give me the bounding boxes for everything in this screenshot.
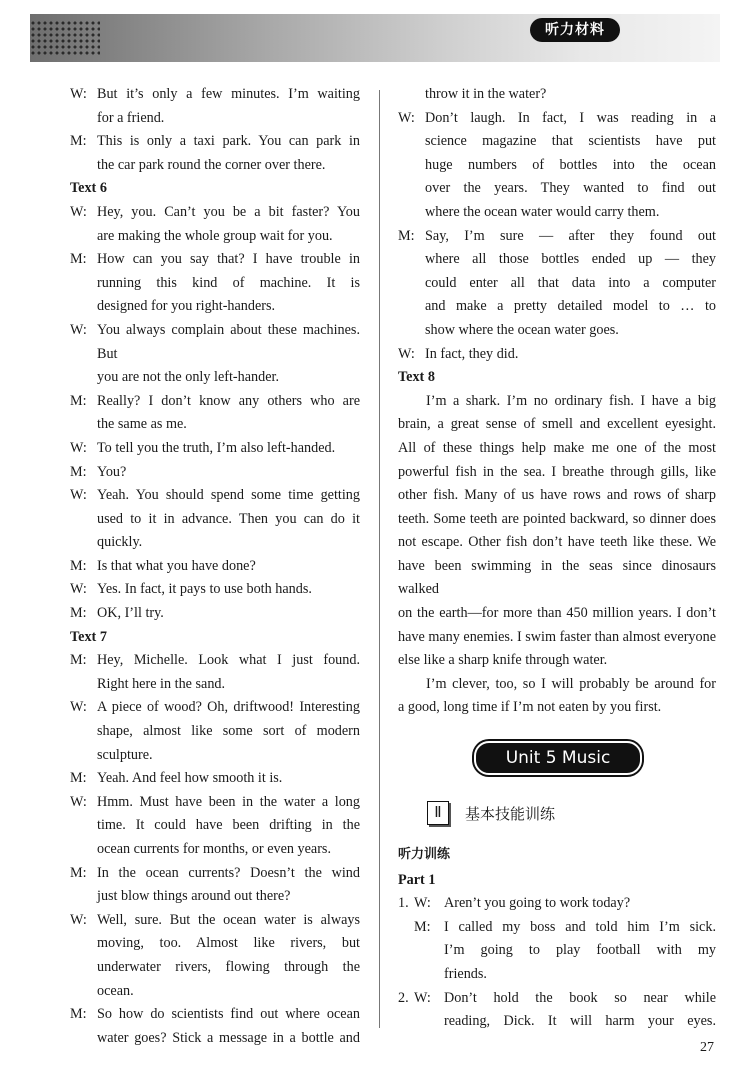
- part1-block: [398, 843, 716, 1034]
- dialogue-continuation: the car park round the corner over there.: [97, 156, 326, 173]
- dialogue-text: Hmm. Must have been in the water a long: [97, 793, 360, 810]
- dialogue-line: [70, 130, 360, 154]
- dialogue-continuation: are making the whole group wait for you.: [97, 227, 333, 244]
- dialogue-continuation: just blow things around out there?: [97, 888, 291, 905]
- dialogue-line: [70, 1003, 360, 1027]
- section-title-text: 基本技能训练: [465, 804, 556, 823]
- passage-text: on the earth—for more than 450 million years. I don’t: [398, 605, 716, 622]
- dialogue-continuation: underwater rivers, flowing through the: [97, 958, 360, 975]
- dialogue-text: Yeah. You should spend some time getting: [97, 487, 360, 504]
- passage-line: [398, 390, 716, 414]
- passage-line: [398, 626, 716, 650]
- passage-line: [398, 696, 716, 720]
- dialogue-continuation: water goes? Stick a message in a bottle and: [97, 1029, 360, 1046]
- dialogue-text: I called my boss and told him I’m sick.: [444, 918, 716, 935]
- dialogue-continuation: running this kind of machine. It is: [97, 274, 360, 291]
- dialogue-continuation: friends.: [444, 965, 487, 982]
- dialogue-continuation: science magazine that scientists have put: [425, 133, 716, 150]
- dialogue-continuation: you are not the only left-hander.: [97, 369, 280, 386]
- passage-line: [398, 437, 716, 461]
- dialogue-text: Say, I’m sure — after they found out: [425, 227, 716, 244]
- dialogue-line: [70, 649, 360, 673]
- speaker-label: W:: [70, 321, 87, 338]
- passage-text: teeth. Some teeth are pointed backward, so dinner does: [398, 510, 716, 527]
- speaker-label: M:: [70, 770, 87, 787]
- passage-line: [398, 531, 716, 555]
- dialogue-text: But it’s only a few minutes. I’m waiting: [97, 86, 360, 102]
- dialogue-line: [398, 225, 716, 249]
- dialogue-continuation: throw it in the water?: [425, 86, 547, 102]
- dialogue-line: [70, 909, 360, 933]
- dialogue-text: Hey, you. Can’t you be a bit faster? You: [97, 203, 360, 220]
- part1-lines: [398, 892, 716, 1034]
- dialogue-text: Don’t laugh. In fact, I was reading in a: [425, 109, 716, 126]
- passage-text: brain, a great sense of smell and excellent eyesight.: [398, 416, 716, 433]
- passage-text: I’m a shark. I’m no ordinary fish. I have a big: [426, 392, 716, 409]
- column-divider: [379, 90, 380, 1028]
- dialogue-continuation: shape, almost like some sort of modern: [97, 723, 360, 740]
- dialogue-line: [70, 696, 360, 720]
- dialogue-line: [398, 343, 716, 367]
- dialogue-line: [70, 555, 360, 579]
- dialogue-continuation: where all those bottles ended up — they: [425, 251, 716, 268]
- dialogue-text: Is that what you have done?: [97, 557, 256, 574]
- dialogue-line: [70, 437, 360, 461]
- unit-banner: Unit 5 Music: [474, 741, 642, 775]
- page-number: 27: [700, 1040, 714, 1055]
- passage-line: [398, 602, 716, 626]
- speaker-label: W:: [70, 581, 87, 598]
- dialogue-text: Really? I don’t know any others who are: [97, 392, 360, 409]
- speaker-label: W:: [70, 793, 87, 810]
- speaker-label: M:: [70, 251, 87, 268]
- part-heading: Part 1: [398, 871, 436, 888]
- dialogue-continuation: Right here in the sand.: [97, 675, 226, 692]
- dialogue-line: [70, 83, 360, 107]
- speaker-label: W:: [414, 895, 431, 912]
- dialogue-line: [70, 319, 360, 366]
- dialogue-text: Don’t hold the book so near while: [444, 989, 716, 1006]
- passage-line: [398, 413, 716, 437]
- passage-text: have many enemies. I swim faster than almost everyone: [398, 628, 716, 645]
- dialogue-continuation: for a friend.: [97, 109, 165, 126]
- dialogue-continuation: huge numbers of bottles into the ocean: [425, 156, 716, 173]
- dialogue-continuation: time. It could have been drifting in the: [97, 817, 360, 834]
- speaker-label: W:: [70, 487, 87, 504]
- speaker-label: M:: [414, 918, 431, 935]
- dialogue-continuation: designed for you right-handers.: [97, 298, 276, 315]
- passage-text: else like a sharp knife through water.: [398, 652, 608, 669]
- speaker-label: M:: [398, 227, 415, 244]
- speaker-label: W:: [70, 203, 87, 220]
- dialogue-continuation: and make a pretty detailed model to … to: [425, 298, 716, 315]
- dialogue-continuation: show where the ocean water goes.: [425, 321, 619, 338]
- numbered-dialogue-line: [398, 987, 716, 1011]
- dialogue-text: How can you say that? I have trouble in: [97, 251, 360, 268]
- dialogue-continuation: moving, too. Almost like rivers, but: [97, 935, 360, 952]
- dialogue-text: Well, sure. But the ocean water is always: [97, 911, 360, 928]
- dialogue-line: [70, 484, 360, 508]
- speaker-label: M:: [70, 652, 87, 669]
- passage-text: powerful fish in the sea. I breathe through gills, like: [398, 463, 716, 480]
- dialogue-text: You?: [97, 463, 127, 480]
- speaker-label: W:: [398, 345, 415, 362]
- speaker-label: M:: [70, 392, 87, 409]
- dialogue-text: You always complain about these machines. But: [97, 321, 360, 362]
- dialogue-line: [70, 791, 360, 815]
- item-number: 2.: [398, 989, 409, 1006]
- dialogue-text: OK, I’ll try.: [97, 605, 164, 622]
- dialogue-continuation: where the ocean water would carry them.: [425, 203, 660, 220]
- left-column: [70, 83, 360, 1050]
- dialogue-line: [70, 201, 360, 225]
- dialogue-continuation: over the years. They wanted to find out: [425, 180, 716, 197]
- passage-line: [398, 461, 716, 485]
- numbered-dialogue-line: [398, 916, 716, 940]
- passage-line: [398, 484, 716, 508]
- passage-text: a good, long time if I’m not eaten by you first.: [398, 699, 662, 716]
- dialogue-line: [70, 461, 360, 485]
- dialogue-continuation: reading, Dick. It will harm your eyes.: [444, 1013, 716, 1030]
- text-heading: Text 6: [70, 180, 107, 197]
- dialogue-line: [70, 578, 360, 602]
- passage-text: have been swimming in the seas since dinosaurs walked: [398, 557, 716, 598]
- speaker-label: W:: [398, 109, 415, 126]
- text-heading: Text 7: [70, 628, 107, 645]
- dialogue-text: A piece of wood? Oh, driftwood! Interesting: [97, 699, 360, 716]
- speaker-label: M:: [70, 557, 87, 574]
- passage-text: All of these things help make me one of the most: [398, 439, 716, 456]
- right-column: [398, 83, 716, 720]
- dialogue-continuation: quickly.: [97, 534, 143, 551]
- speaker-label: W:: [70, 911, 87, 928]
- dialogue-line: [70, 390, 360, 414]
- dialogue-text: Hey, Michelle. Look what I just found.: [97, 652, 360, 669]
- speaker-label: W:: [70, 439, 87, 456]
- dialogue-text: So how do scientists find out where ocean: [97, 1006, 360, 1023]
- dialogue-continuation: sculpture.: [97, 746, 153, 763]
- header-dot-pattern: [30, 20, 100, 56]
- section-number-box: Ⅱ: [427, 801, 449, 825]
- passage-line: [398, 555, 716, 602]
- passage-line: [398, 508, 716, 532]
- passage-text: other fish. Many of us have rows and rows of sharp: [398, 487, 716, 504]
- item-number: 1.: [398, 895, 409, 912]
- dialogue-text: Yes. In fact, it pays to use both hands.: [97, 581, 312, 598]
- sub-heading: 听力训练: [398, 847, 451, 862]
- dialogue-line: [70, 248, 360, 272]
- numbered-dialogue-line: [398, 892, 716, 916]
- passage-line: [398, 649, 716, 673]
- header-tab-label: 听力材料: [530, 18, 620, 42]
- section-title: [427, 800, 555, 826]
- dialogue-continuation: could enter all that data into a computer: [425, 274, 716, 291]
- speaker-label: W:: [414, 989, 431, 1006]
- speaker-label: M:: [70, 605, 87, 622]
- dialogue-line: [398, 107, 716, 131]
- dialogue-continuation: used to it in advance. Then you can do it: [97, 510, 360, 527]
- dialogue-text: To tell you the truth, I’m also left-handed.: [97, 439, 336, 456]
- dialogue-line: [70, 862, 360, 886]
- dialogue-text: In the ocean currents? Doesn’t the wind: [97, 864, 360, 881]
- speaker-label: M:: [70, 133, 87, 150]
- text-heading: Text 8: [398, 369, 435, 386]
- dialogue-text: Yeah. And feel how smooth it is.: [97, 770, 283, 787]
- dialogue-continuation: the same as me.: [97, 416, 187, 433]
- passage-text: not escape. Other fish don’t have teeth like these. We: [398, 534, 716, 551]
- passage-line: [398, 673, 716, 697]
- dialogue-line: [70, 767, 360, 791]
- speaker-label: M:: [70, 1006, 87, 1023]
- speaker-label: W:: [70, 699, 87, 716]
- dialogue-continuation: ocean currents for months, or even years.: [97, 841, 332, 857]
- dialogue-text: In fact, they did.: [425, 345, 519, 362]
- speaker-label: M:: [70, 463, 87, 480]
- dialogue-text: Aren’t you going to work today?: [444, 895, 631, 912]
- dialogue-continuation: I’m going to play football with my: [444, 942, 716, 959]
- speaker-label: M:: [70, 864, 87, 881]
- dialogue-continuation: ocean.: [97, 982, 134, 999]
- passage-text: I’m clever, too, so I will probably be around for: [426, 675, 716, 692]
- dialogue-text: This is only a taxi park. You can park in: [97, 133, 360, 150]
- dialogue-line: [70, 602, 360, 626]
- speaker-label: W:: [70, 86, 87, 102]
